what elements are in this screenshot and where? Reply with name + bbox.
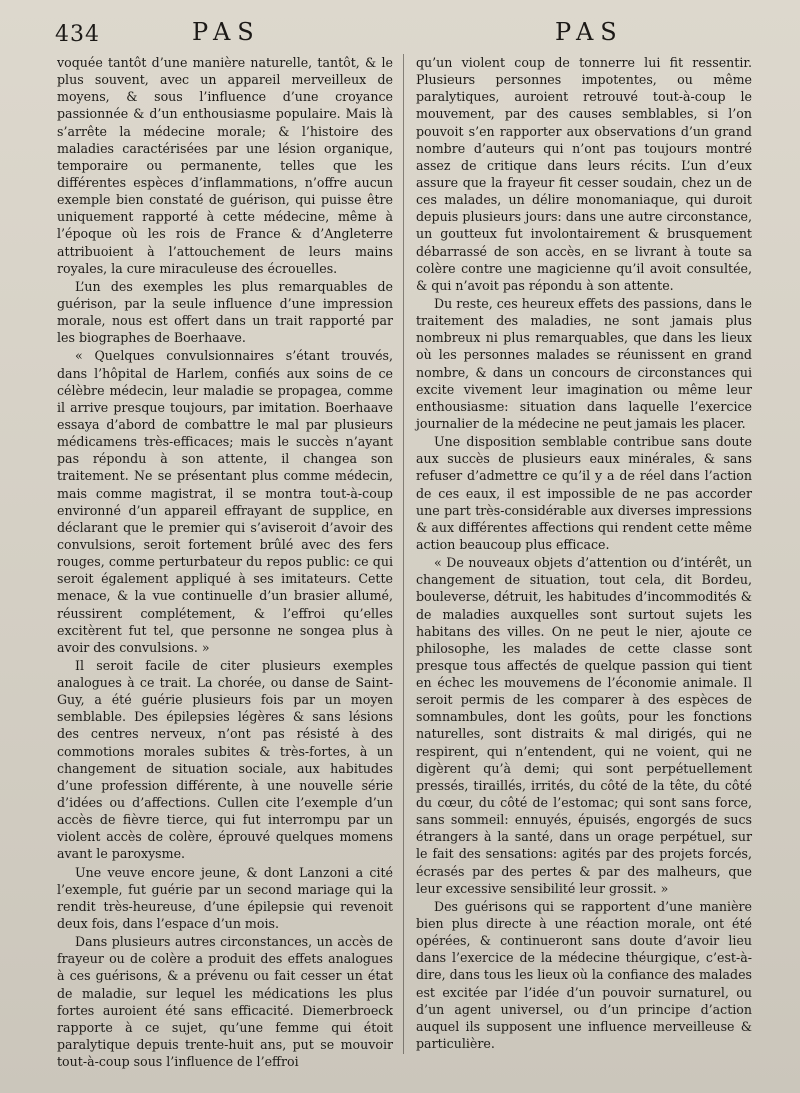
running-head-left: PAS: [192, 18, 261, 46]
right-column: [416, 54, 752, 1052]
paragraph: « Quelques convulsionnaires s’étant trouvés, dans l’hôpital de Harlem, confiés aux soins de ce célèbre médecin, leur maladie se propagea, comme il arrive presque toujours, par imitation. Boerhaave essaya d’abord de combattre le mal par plusieurs médicamens très-efficaces; mais le succès n’ayant pas répondu à son attente, il changea son traitement. Ne se présentant plus comme médecin, mais comme magistrat, il se montra tout-à-coup environné d’un appareil effrayant de supplice, en déclarant que le premier qui s’aviseroit d’avoir des convulsions, seroit fortement brûlé avec des fers rouges, comme perturbateur du repos public: ce qui seroit également appliqué à ses imitateurs. Cette menace, & la vue continuelle d’un brasier allumé, réussirent complétement, & l’effroi qu’elles excitèrent fut tel, que personne ne songea plus à avoir des convulsions. »: [57, 348, 393, 655]
paragraph: Du reste, ces heureux effets des passions, dans le traitement des maladies, ne sont jamais plus nombreux ni plus remarquables, que dans les lieux où les personnes malades se réunissent en grand nombre, & dans un concours de circonstances qui excite vivement leur imagination ou même leur enthousiasme: situation dans laquelle l’exercice journalier de la médecine ne peut jamais les placer.: [416, 295, 752, 431]
paragraph: Il seroit facile de citer plusieurs exemples analogues à ce trait. La chorée, ou danse de Saint-Guy, a été guérie plusieurs fois par un moyen semblable. Des épilepsies légères & sans lésions des centres nerveux, n’ont pas résisté à des commotions morales subites & très-fortes, à un changement de situation sociale, aux habitudes d’une profession différente, à une nouvelle série d’idées ou d’affections. Cullen cite l’exemple d’un accès de fièvre tierce, qui fut interrompu par un violent accès de colère, éprouvé quelques momens avant le paroxysme.: [57, 657, 393, 862]
left-column: [57, 54, 393, 1070]
paragraph: « De nouveaux objets d’attention ou d’intérêt, un changement de situation, tout cela, dit Bordeu, bouleverse, détruit, les habitudes d’incommodités & de maladies auxquelles sont surtout sujets les habitans des villes. On ne peut le nier, ajoute ce philosophe, les malades de cette classe sont presque tous affectés de quelque passion qui tient en échec les mouvemens de l’économie animale. Il seroit permis de les comparer à des espèces de somnambules, dont les goûts, pour les fonctions naturelles, sont distraits & mal dirigés, qui ne respirent, qui n’entendent, qui ne voient, qui ne digèrent qu’à demi; qui sont perpétuellement pressés, tiraillés, irrités, du côté de la tête, du côté du cœur, du côté de l’estomac; qui sont sans force, sans sommeil: ennuyés, épuisés, engorgés de sucs étrangers à la santé, dans un orage perpétuel, sur le fait des sensations: agités par des projets forcés, écrasés par des pertes & par des malheurs, que leur excessive sensibilité leur grossit. »: [416, 555, 752, 896]
paragraph: Des guérisons qui se rapportent d’une manière bien plus directe à une réaction morale, ont été opérées, & continueront sans doute d’avoir lieu dans l’exercice de la médecine théurgique, c’est-à-dire, dans tous les lieux où la confiance des malades est excitée par l’idée d’un pouvoir surnaturel, ou d’un agent universel, ou d’un principe d’action auquel ils supposent une influence merveilleuse & particulière.: [416, 898, 752, 1052]
column-divider: [403, 54, 404, 1054]
paragraph: Dans plusieurs autres circonstances, un accès de frayeur ou de colère a produit des effets analogues à ces guérisons, & a prévenu ou fait cesser un état de maladie, sur lequel les médications les plus fortes auroient été sans efficacité. Diemerbroeck rapporte à ce sujet, qu’une femme qui étoit paralytique depuis trente-huit ans, put se mouvoir tout-à-coup sous l’influence de l’effroi: [57, 934, 393, 1070]
page-header: [55, 18, 770, 52]
running-head-right: PAS: [555, 18, 624, 46]
paragraph: Une disposition semblable contribue sans doute aux succès de plusieurs eaux minérales, & sans refuser d’admettre ce qu’il y a de réel dans l’action de ces eaux, il est impossible de ne pas accorder une part très-considérable aux diverses impressions & aux différentes affections qui rendent cette même action beaucoup plus efficace.: [416, 434, 752, 552]
paragraph: voquée tantôt d’une manière naturelle, tantôt, & le plus souvent, avec un appareil merveilleux de moyens, & sous l’influence d’une croyance passionnée & d’un enthousiasme populaire. Mais là s’arrête la médecine morale; & l’histoire des maladies caractérisées par une lésion organique, temporaire ou permanente, telles que les différentes espèces d’inflammations, n’offre aucun exemple bien constaté de guérison, qui puisse être uniquement rapporté à cette médecine, même à l’époque où les rois de France & d’Angleterre attribuoient à l’attouchement de leurs mains royales, la cure miraculeuse des écrouelles.: [57, 55, 393, 276]
paragraph: qu’un violent coup de tonnerre lui fit ressentir. Plusieurs personnes impotentes, ou même paralytiques, auroient retrouvé tout-à-coup le mouvement, par des causes semblables, si l’on pouvoit s’en rapporter aux observations d’un grand nombre d’auteurs qui n’ont pas toujours montré assez de critique dans leurs récits. L’un d’eux assure que la frayeur fit cesser soudain, chez un de ces malades, un délire monomaniaque, qui duroit depuis plusieurs jours: dans une autre circonstance, un goutteux fut involontairement & brusquement débarrassé de son accès, en se livrant à toute sa colère contre une magicienne qu’il avoit consultée, & qui n’avoit pas répondu à son attente.: [416, 55, 752, 293]
paragraph: Une veuve encore jeune, & dont Lanzoni a cité l’exemple, fut guérie par un second mariage qui la rendit très-heureuse, d’une épilepsie qui revenoit deux fois, dans l’espace d’un mois.: [57, 864, 393, 932]
page-number: 434: [55, 22, 100, 47]
paragraph: L’un des exemples les plus remarquables de guérison, par la seule influence d’une impression morale, nous est offert dans un trait rapporté par les biographes de Boerhaave.: [57, 278, 393, 346]
